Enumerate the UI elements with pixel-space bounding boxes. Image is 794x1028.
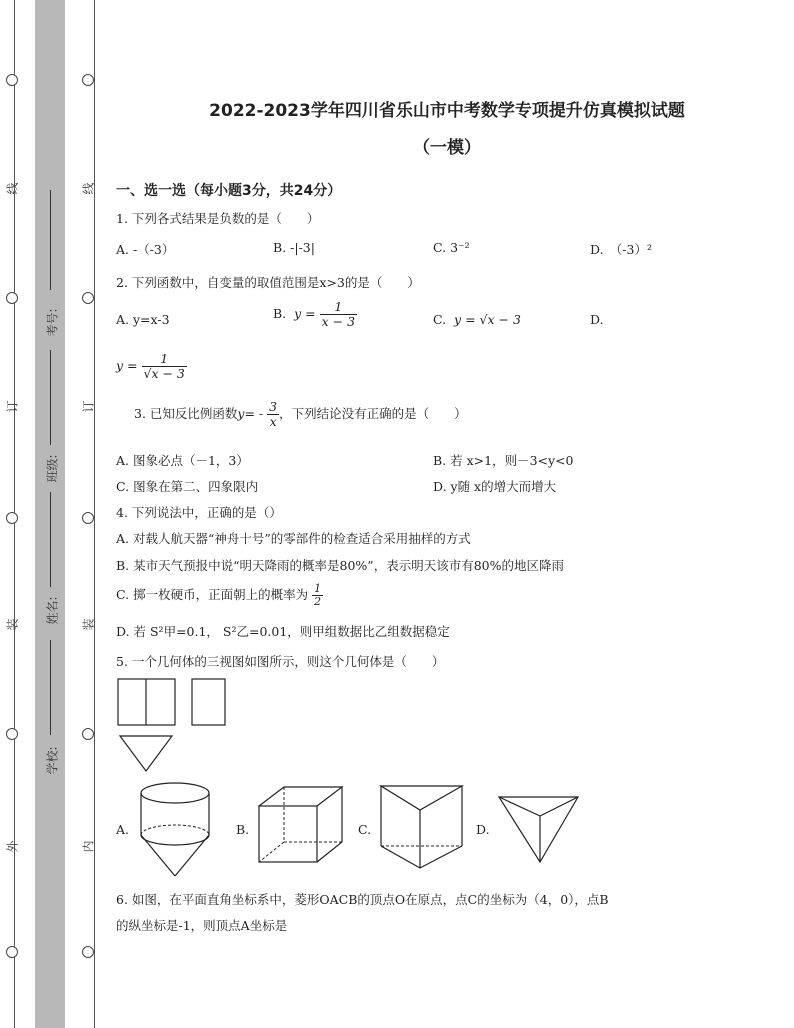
question-4-option-a: A. 对载人航天器“神舟十号”的零部件的检查适合采用抽样的方式 (116, 531, 471, 546)
question-5-option-b: B. (236, 822, 250, 837)
fraction (312, 583, 323, 608)
field-line (50, 492, 51, 587)
numerator: 1 (142, 352, 187, 367)
question-5-option-d: D. (476, 822, 490, 837)
question-3-option-a: A. 图象必点（－1，3） (116, 453, 249, 468)
question-2-option-d-label: D. (590, 312, 604, 327)
option-label: B. (273, 305, 287, 321)
binding-hole (82, 292, 94, 304)
question-1-option-c: C. 3⁻² (433, 240, 470, 255)
three-view-diagram (116, 676, 236, 776)
question-5-stem: 5. 一个几何体的三视图如图所示，则这个几何体是（ ） (116, 654, 445, 669)
formula: y = √x − 3 (454, 312, 521, 327)
question-4-stem: 4. 下列说法中，正确的是（） (116, 505, 282, 520)
binding-hole (6, 74, 18, 86)
field-label-class: 班级: (45, 454, 60, 483)
question-5-option-c: C. (358, 822, 372, 837)
question-2-option-c (433, 312, 521, 327)
question-1-option-d: D. （-3）² (590, 242, 652, 257)
margin-label-outer: 线 (5, 182, 20, 195)
page-subtitle: （一模） (413, 138, 481, 158)
question-2-option-d-formula (116, 352, 187, 381)
triangular-pyramid-figure (496, 792, 582, 866)
option-text: C. 掷一枚硬币，正面朝上的概率为 (116, 587, 309, 603)
margin-label-outer: 外 (5, 840, 20, 853)
page-title: 2022-2023学年四川省乐山市中考数学专项提升仿真模拟试题 (209, 101, 685, 121)
option-label: C. (433, 312, 447, 327)
binding-hole (82, 74, 94, 86)
binding-hole (6, 946, 18, 958)
margin-label-inner: 线 (81, 182, 96, 195)
formula-lhs: y = (294, 305, 316, 321)
stem-text: 3. 已知反比例函数 (134, 405, 238, 421)
field-label-school: 学校: (45, 746, 60, 775)
denominator: √x − 3 (143, 365, 185, 381)
inner-dashed-line (94, 0, 95, 1028)
cube-figure (256, 784, 348, 866)
question-2-option-a: A. y=x-3 (116, 312, 170, 327)
section-heading: 一、选一选（每小题3分，共24分） (116, 183, 342, 199)
margin-label-outer: 装 (5, 618, 20, 631)
margin-label-inner: 内 (81, 840, 96, 853)
denominator: x − 3 (321, 313, 356, 329)
formula-lhs: y= - (237, 405, 264, 421)
question-5-option-a: A. (116, 822, 130, 837)
numerator: 3 (269, 399, 278, 414)
question-4-option-d: D. 若 S²甲=0.1， S²乙=0.01，则甲组数据比乙组数据稳定 (116, 624, 450, 639)
question-3-stem (134, 400, 467, 429)
numerator: 1 (320, 300, 357, 315)
question-2-stem: 2. 下列函数中，自变量的取值范围是x>3的是（ ） (116, 275, 420, 290)
triangular-prism-figure (378, 780, 468, 872)
field-label-exam-number: 考号: (45, 308, 60, 337)
fraction (142, 352, 187, 381)
binding-hole (6, 292, 18, 304)
question-1-stem: 1. 下列各式结果是负数的是（ ） (116, 211, 320, 226)
question-1-option-b: B. -|-3| (273, 240, 315, 255)
field-label-name: 姓名: (45, 596, 60, 625)
binding-margin (0, 0, 100, 1028)
fraction (320, 300, 357, 329)
margin-label-outer: 订 (5, 400, 20, 413)
binding-hole (6, 512, 18, 524)
field-line (50, 350, 51, 445)
field-line (50, 640, 51, 735)
question-2-option-b (273, 300, 357, 329)
question-6-line2: 的纵坐标是-1，则顶点A坐标是 (116, 918, 288, 933)
margin-label-inner: 订 (81, 400, 96, 413)
question-4-option-c (116, 583, 323, 608)
field-line (50, 190, 51, 290)
cylinder-cone-figure (138, 780, 218, 880)
stem-text: ，下列结论没有正确的是（ ） (279, 405, 467, 421)
binding-hole (82, 946, 94, 958)
question-1-option-a: A. -（-3） (116, 242, 175, 257)
question-3-option-b: B. 若 x>1，则－3<y<0 (433, 453, 574, 468)
question-6-line1: 6. 如图，在平面直角坐标系中，菱形OACB的顶点O在原点，点C的坐标为（4，0），点B (116, 892, 609, 907)
question-3-option-d: D. y随 x的增大而增大 (433, 479, 557, 494)
margin-label-inner: 装 (81, 618, 96, 631)
formula-lhs: y = (116, 357, 138, 373)
denominator: x (269, 413, 277, 429)
question-4-option-b: B. 某市天气预报中说“明天降雨的概率是80%”，表示明天该市有80%的地区降雨 (116, 558, 564, 573)
numerator: 1 (314, 582, 322, 595)
question-3-option-c: C. 图象在第二、四象限内 (116, 479, 259, 494)
binding-hole (82, 512, 94, 524)
binding-hole (6, 728, 18, 740)
denominator: 2 (314, 595, 322, 609)
fraction (267, 400, 279, 429)
binding-hole (82, 728, 94, 740)
